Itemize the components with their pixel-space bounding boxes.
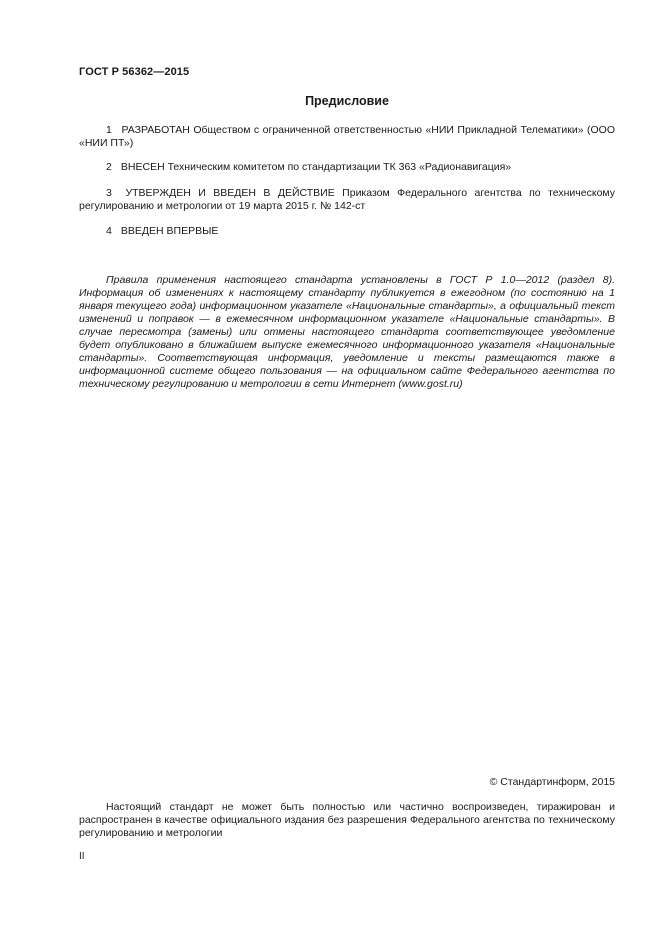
copyright-line: © Стандартинформ, 2015 bbox=[489, 776, 615, 788]
item-text: ВВЕДЕН ВПЕРВЫЕ bbox=[120, 225, 219, 237]
item-number: 4 bbox=[106, 225, 112, 237]
item-text: ВНЕСЕН Техническим комитетом по стандартизации ТК 363 «Радионавигация» bbox=[120, 161, 512, 173]
foreword-item-2 bbox=[79, 161, 615, 174]
item-number: 1 bbox=[106, 124, 112, 136]
foreword-item-4 bbox=[79, 225, 615, 238]
item-number: 3 bbox=[106, 187, 112, 199]
foreword-item-1 bbox=[79, 124, 615, 150]
item-number: 2 bbox=[106, 161, 112, 173]
reproduction-notice: Настоящий стандарт не может быть полностью или частично воспроизведен, тиражирован и распространен в качестве официального издания без разрешения Федерального агентства по техническому регулированию и метрологии bbox=[79, 801, 615, 839]
item-text: РАЗРАБОТАН Обществом с ограниченной ответственностью «НИИ Прикладной Телематики» (ООО «НИИ ПТ») bbox=[79, 124, 615, 149]
application-rules-note: Правила применения настоящего стандарта установлены в ГОСТ Р 1.0—2012 (раздел 8). Информация об изменениях к настоящему стандарту публикуется в ежегодном (по состоянию на 1 января текущего года) информационном указателе «Национальные стандарты», а официальный текст изменений и поправок — в ежемесячном информационном указателе «Национальные стандарты». В случае пересмотра (замены) или отмены настоящего стандарта соответствующее уведомление будет опубликовано в ближайшем выпуске ежемесячного информационного указателя «Национальные стандарты». Соответствующая информация, уведомление и тексты размещаются также в информационной системе общего пользования — на официальном сайте Федерального агентства по техническому регулированию и метрологии в сети Интернет (www.gost.ru) bbox=[79, 274, 615, 390]
item-text: УТВЕРЖДЕН И ВВЕДЕН В ДЕЙСТВИЕ Приказом Федерального агентства по техническому регулированию и метрологии от 19 марта 2015 г. № 142-ст bbox=[79, 187, 615, 212]
standard-code: ГОСТ Р 56362—2015 bbox=[79, 66, 190, 78]
page-number: II bbox=[79, 851, 85, 862]
section-title: Предисловие bbox=[305, 94, 389, 108]
foreword-item-3 bbox=[79, 187, 615, 213]
